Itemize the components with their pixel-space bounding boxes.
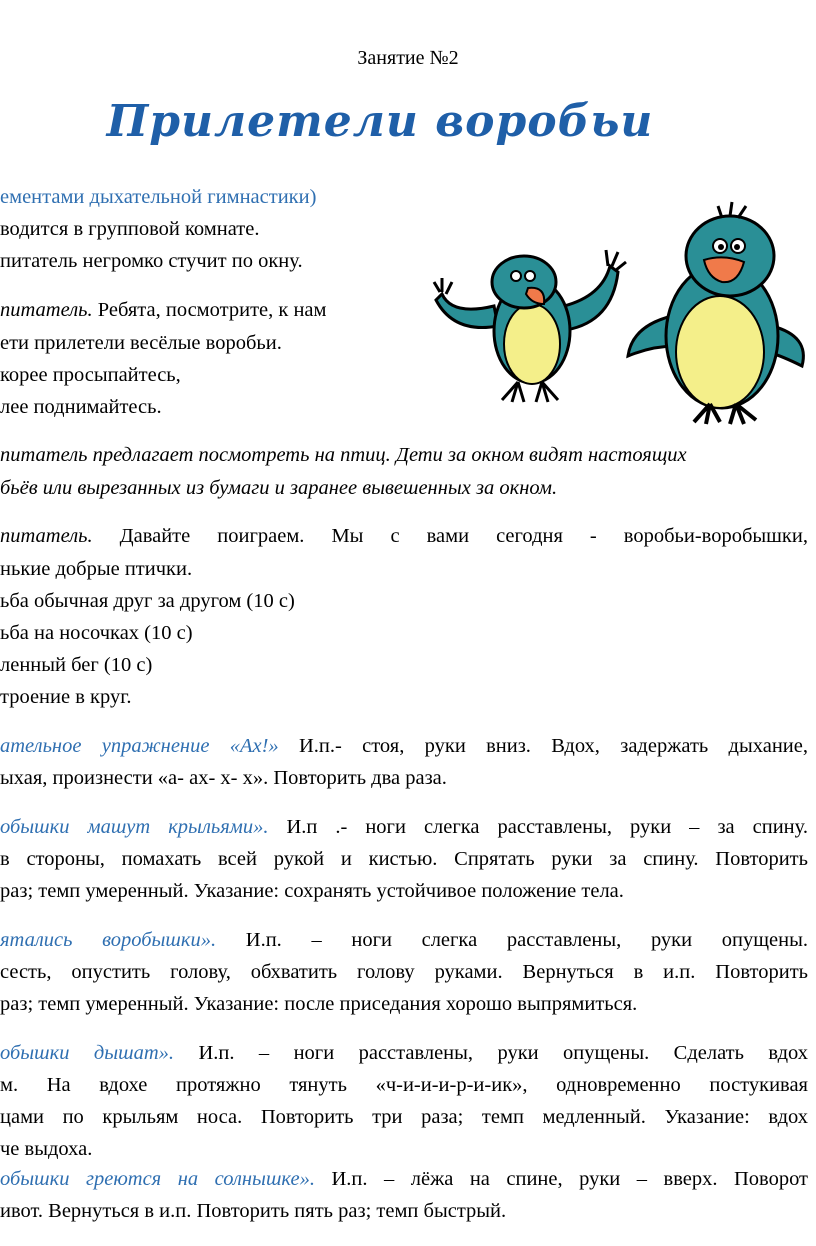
poem-line-1 [0, 297, 327, 323]
poem-line-3: корее просыпайтесь, [0, 364, 181, 386]
game-line-2: нькие добрые птички. [0, 558, 193, 580]
exercise-1-line-2: ыхая, произнести «а- ах- х- х». Повторить два раза. [0, 767, 447, 789]
game-text: Давайте поиграем. Мы с вами сегодня - воробьи-воробышки, [92, 525, 808, 547]
poem-first-text: Ребята, посмотрите, к нам [92, 299, 327, 321]
exercise-4-line-3: цами по крыльям носа. Повторить три раза; темп медленный. Указание: вдох [0, 1106, 808, 1128]
sparrows-illustration [432, 196, 816, 432]
exercise-2-line-2: в стороны, помахать всей рукой и кистью. Спрятать руки за спину. Повторить [0, 848, 808, 870]
game-line-1 [0, 523, 808, 549]
instruction-line-2: бьёв или вырезанных из бумаги и заранее вывешенных за окном. [0, 477, 558, 499]
exercise-5-text: И.п. – лёжа на спине, руки – вверх. Поворот [314, 1168, 809, 1190]
exercise-5-line-2: ивот. Вернуться в и.п. Повторить пять раз; темп быстрый. [0, 1200, 507, 1222]
small-sparrow-icon [434, 250, 626, 402]
lesson-label: Занятие №2 [357, 47, 459, 69]
game-step-3: ленный бег (10 с) [0, 654, 153, 676]
game-step-4: троение в круг. [0, 686, 132, 708]
exercise-5-name: обышки греются на солнышке». [0, 1168, 315, 1190]
exercise-3-name: ятались воробышки». [0, 929, 217, 951]
page-title: Прилетели воробьи [106, 96, 654, 147]
exercise-2-name: обышки машут крыльями». [0, 816, 269, 838]
poem-line-4: лее поднимайтесь. [0, 396, 162, 418]
exercise-2-line-1 [0, 814, 808, 840]
exercise-4-line-2: м. На вдохе протяжно тянуть «ч-и-и-и-р-и-ик», одновременно постукивая [0, 1074, 808, 1096]
exercise-1-text: И.п.- стоя, руки вниз. Вдох, задержать дыхание, [278, 735, 808, 757]
exercise-3-text: И.п. – ноги слегка расставлены, руки опущены. [216, 929, 808, 951]
exercise-1-line-1 [0, 733, 808, 759]
intro-line-2: питатель негромко стучит по окну. [0, 250, 303, 272]
game-speaker: питатель. [0, 525, 93, 547]
poem-speaker: питатель. [0, 299, 93, 321]
game-step-2: ьба на носочках (10 с) [0, 622, 193, 644]
exercise-3-line-2: сесть, опустить голову, обхватить голову руками. Вернуться в и.п. Повторить [0, 961, 808, 983]
exercise-4-line-4: че выдоха. [0, 1138, 93, 1160]
exercise-3-line-1 [0, 927, 808, 953]
exercise-4-name: обышки дышат». [0, 1042, 175, 1064]
exercise-3-line-3: раз; темп умеренный. Указание: после приседания хорошо выпрямиться. [0, 993, 638, 1015]
exercise-5-line-1 [0, 1166, 808, 1192]
intro-line-1: водится в групповой комнате. [0, 218, 260, 240]
poem-line-2: ети прилетели весёлые воробьи. [0, 332, 282, 354]
game-step-1: ьба обычная друг за другом (10 с) [0, 590, 295, 612]
exercise-2-text: И.п .- ноги слегка расставлены, руки – за спину. [268, 816, 808, 838]
instruction-line-1: питатель предлагает посмотреть на птиц. Дети за окном видят настоящих [0, 444, 687, 466]
exercise-2-line-3: раз; темп умеренный. Указание: сохранять устойчивое положение тела. [0, 880, 624, 902]
big-sparrow-icon [628, 202, 803, 424]
exercise-4-line-1 [0, 1040, 808, 1066]
exercise-4-text: И.п. – ноги расставлены, руки опущены. Сделать вдох [174, 1042, 808, 1064]
exercise-1-name: ательное упражнение «Ах!» [0, 735, 279, 757]
subtitle: ементами дыхательной гимнастики) [0, 186, 317, 208]
